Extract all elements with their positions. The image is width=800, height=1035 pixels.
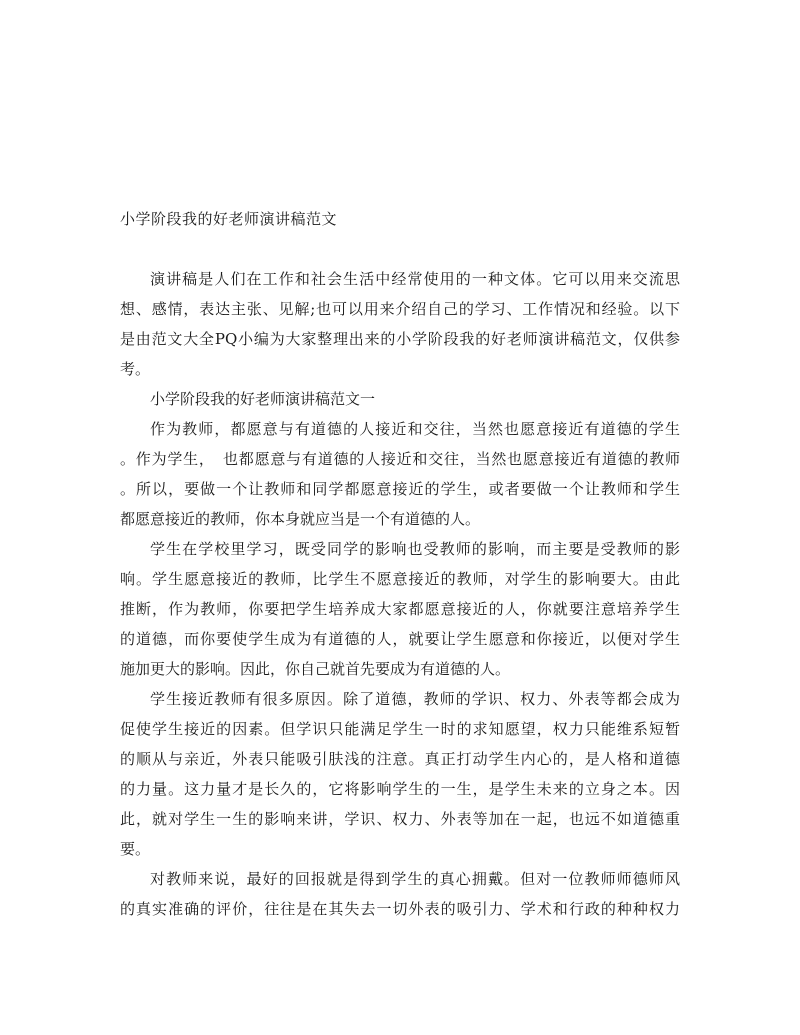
text-line: 演讲稿是人们在工作和社会生活中经常使用的一种文体。它可以用来交流思 [150,270,680,288]
text-line: 考。 [120,360,151,378]
text-line: 推断，作为教师，你要把学生培养成大家都愿意接近的人，你就要注意培养学生 [120,600,680,618]
text-line: 。所以，要做一个让教师和同学都愿意接近的学生，或者要做一个让教师和学生 [120,480,680,498]
text-line: 的真实准确的评价，往往是在其失去一切外表的吸引力、学术和行政的种种权力 [120,900,680,918]
text-line: 学生在学校里学习，既受同学的影响也受教师的影响，而主要是受教师的影 [150,540,680,558]
text-line: 小学阶段我的好老师演讲稿范文一 [150,390,376,408]
text-line: 施加更大的影响。因此，你自己就首先要成为有道德的人。 [120,660,511,678]
text-line: 要。 [120,840,151,858]
document-body [120,264,680,924]
text-line: 此，就对学生一生的影响来讲，学识、权力、外表等加在一起，也远不如道德重 [120,810,680,828]
text-line: 学生接近教师有很多原因。除了道德，教师的学识、权力、外表等都会成为 [150,690,680,708]
text-line: 作为教师，都愿意与有道德的人接近和交往，当然也愿意接近有道德的学生 [150,420,680,438]
text-line: 的力量。这力量才是长久的，它将影响学生的一生，是学生未来的立身之本。因 [120,780,680,798]
text-line: 促使学生接近的因素。但学识只能满足学生一时的求知愿望，权力只能维系短暂 [120,720,680,738]
text-line: 对教师来说，最好的回报就是得到学生的真心拥戴。但对一位教师师德师风 [150,870,680,888]
text-line: 想、感情，表达主张、见解;也可以用来介绍自己的学习、工作情况和经验。以下 [120,300,680,318]
text-line: 是由范文大全PQ小编为大家整理出来的小学阶段我的好老师演讲稿范文，仅供参 [120,330,680,348]
text-line: 的道德，而你要使学生成为有道德的人，就要让学生愿意和你接近，以便对学生 [120,630,680,648]
document-title: 小学阶段我的好老师演讲稿范文 [120,210,338,228]
text-line: 。作为学生， 也都愿意与有道德的人接近和交往，当然也愿意接近有道德的教师 [120,450,680,468]
text-line: 响。学生愿意接近的教师，比学生不愿意接近的教师，对学生的影响要大。由此 [120,570,680,588]
text-line: 的顺从与亲近，外表只能吸引肤浅的注意。真正打动学生内心的，是人格和道德 [120,750,680,768]
text-line: 都愿意接近的教师，你本身就应当是一个有道德的人。 [120,510,481,528]
